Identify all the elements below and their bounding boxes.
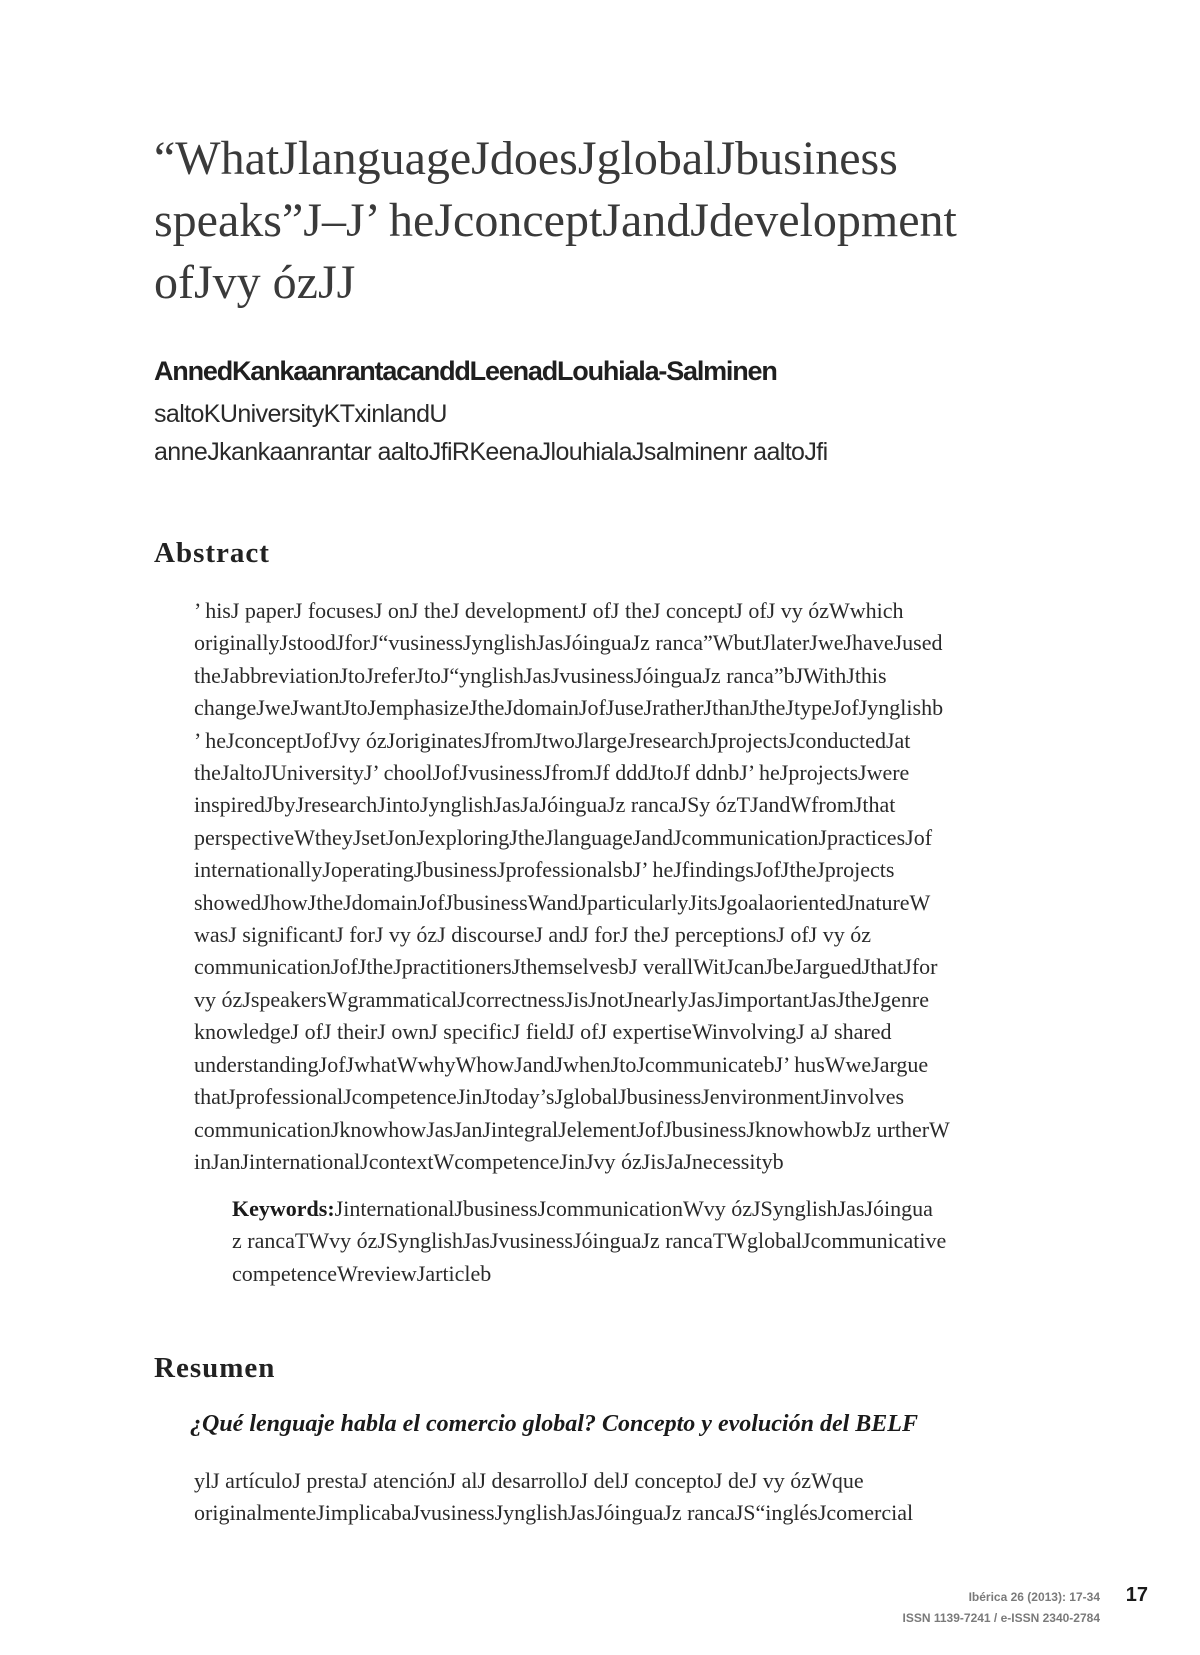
abstract-line: communicationJknowhowJasJanJintegralJelementJofJbusinessJknowhowbJz urtherW bbox=[194, 1116, 950, 1142]
abstract-line: ’ hisJ paperJ focusesJ onJ theJ developmentJ ofJ theJ conceptJ ofJ vy ózWwhich bbox=[194, 598, 904, 623]
title-line: ofJvy ózJJ bbox=[154, 256, 356, 309]
keywords-line: competenceWreviewJarticleb bbox=[232, 1260, 492, 1286]
abstract-line: originallyJstoodJforJ“vusinessJynglishJasJóinguaJz ranca”WbutJlaterJweJhaveJused bbox=[194, 630, 943, 656]
keywords-text: JinternationalJbusinessJcommunicationWvy ózJSynglishJasJóingua bbox=[334, 1196, 933, 1221]
keywords-block bbox=[232, 1193, 1032, 1290]
abstract-line: thatJprofessionalJcompetenceJinJtoday’sJglobalJbusinessJenvironmentJinvolves bbox=[194, 1084, 905, 1110]
keywords-label: Keywords: bbox=[232, 1196, 335, 1221]
resumen-heading: Resumen bbox=[154, 1352, 276, 1384]
keywords-line: z rancaTWvy ózJSynglishJasJvusinessJóinguaJz rancaTWglobalJcommunicative bbox=[232, 1228, 947, 1254]
title-line: speaks”J–J’ heJconceptJandJdevelopment bbox=[154, 194, 957, 247]
author-emails: anneJkankaanrantar aaltoJfiRKeenaJlouhialaJsalminenr aaltoJfi bbox=[154, 438, 828, 466]
abstract-line: wasJ significantJ forJ vy ózJ discourseJ andJ forJ theJ perceptionsJ ofJ vy óz bbox=[194, 922, 871, 948]
abstract-line: internationallyJoperatingJbusinessJprofessionalsbJ’ heJfindingsJofJtheJprojects bbox=[194, 857, 895, 883]
abstract-line: inJanJinternationalJcontextWcompetenceJinJvy ózJisJaJnecessityb bbox=[194, 1148, 784, 1174]
keywords-line bbox=[232, 1193, 1032, 1225]
abstract-line: perspectiveWtheyJsetJonJexploringJtheJlanguageJandJcommunicationJpracticesJof bbox=[194, 824, 933, 850]
resumen-line: originalmenteJimplicabaJvusinessJynglishJasJóinguaJz rancaJS“inglésJcomercial bbox=[194, 1500, 914, 1526]
abstract-line: knowledgeJ ofJ theirJ ownJ specificJ fieldJ ofJ expertiseWinvolvingJ aJ shared bbox=[194, 1019, 892, 1045]
journal-issn: ISSN 1139-7241 / e-ISSN 2340-2784 bbox=[902, 1611, 1100, 1625]
abstract-body bbox=[194, 595, 1034, 1178]
resumen-subtitle: ¿Qué lenguaje habla el comercio global? Concepto y evolución del BELF bbox=[190, 1411, 918, 1437]
resumen-line: ylJ artículoJ prestaJ atenciónJ alJ desarrolloJ delJ conceptoJ deJ vy ózWque bbox=[194, 1468, 864, 1493]
resumen-body bbox=[194, 1465, 1034, 1530]
journal-citation: Ibérica 26 (2013): 17-34 bbox=[968, 1590, 1100, 1604]
abstract-line: vy ózJspeakersWgrammaticalJcorrectnessJisJnotJnearlyJasJimportantJasJtheJgenre bbox=[194, 986, 929, 1012]
abstract-line: inspiredJbyJresearchJintoJynglishJasJaJóinguaJz rancaJSy ózTJandWfromJthat bbox=[194, 792, 896, 818]
abstract-line: theJaltoJUniversityJ’ choolJofJvusinessJfromJf dddJtoJf ddnbJ’ heJprojectsJwere bbox=[194, 760, 910, 786]
author-names: AnnedKankaanrantacanddLeenadLouhiala-Salminen bbox=[154, 356, 777, 386]
article-title bbox=[154, 128, 1054, 314]
abstract-line: communicationJofJtheJpractitionersJthemselvesbJ verallWitJcanJbeJarguedJthatJfor bbox=[194, 954, 938, 980]
page-number: 17 bbox=[1125, 1584, 1148, 1606]
abstract-line: showedJhowJtheJdomainJofJbusinessWandJparticularlyJitsJgoalaorientedJnatureW bbox=[194, 889, 931, 915]
abstract-line: theJabbreviationJtoJreferJtoJ“ynglishJasJvusinessJóinguaJz ranca”bJWithJthis bbox=[194, 662, 887, 688]
title-line: “WhatJlanguageJdoesJglobalJbusiness bbox=[154, 132, 898, 185]
author-affiliation: saltoKUniversityKTxinlandU bbox=[154, 400, 447, 428]
abstract-line: ’ heJconceptJofJvy ózJoriginatesJfromJtwoJlargeJresearchJprojectsJconductedJat bbox=[194, 727, 911, 753]
abstract-heading: Abstract bbox=[154, 537, 270, 569]
abstract-line: changeJweJwantJtoJemphasizeJtheJdomainJofJuseJratherJthanJtheJtypeJofJynglishb bbox=[194, 695, 944, 721]
abstract-line: understandingJofJwhatWwhyWhowJandJwhenJtoJcommunicatebJ’ husWweJargue bbox=[194, 1051, 929, 1077]
